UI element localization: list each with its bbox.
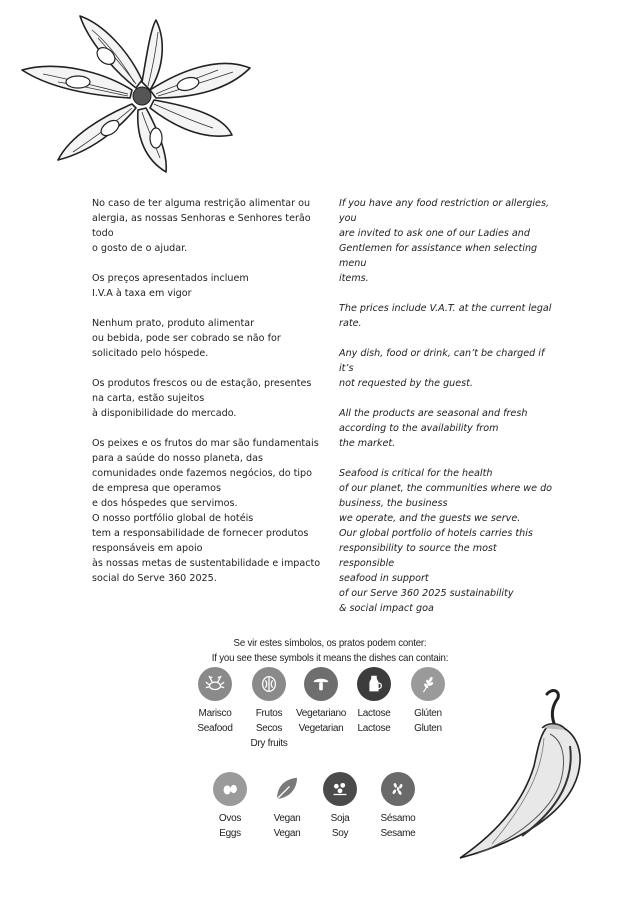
- leaves-icon: [270, 772, 304, 806]
- symbols-heading-en: If you see these symbols it means the dishes can contain:: [211, 652, 449, 664]
- wheat-icon: [411, 667, 445, 701]
- allergen-gluten: Glúten Gluten: [393, 667, 463, 736]
- portuguese-notes: [92, 196, 324, 601]
- allergen-sesame: Sésamo Sesame: [363, 772, 433, 841]
- en-note-2: The prices include V.A.T. at the current legal rate.: [339, 303, 552, 329]
- symbols-heading-pt: Se vir estes símbolos, os pratos podem conter:: [233, 637, 427, 649]
- mushroom-icon: [304, 667, 338, 701]
- en-note-1: If you have any food restriction or allergies, you are invited to ask one of our Ladies and Gentlemen for assistance when selecting menu items.: [339, 198, 550, 284]
- allergen-lactose: Lactose Lactose: [339, 667, 409, 736]
- allergen-soy: Soja Soy: [305, 772, 375, 841]
- symbols-heading: [155, 636, 505, 666]
- en-note-4: All the products are seasonal and fresh according to the availability from the market.: [339, 408, 528, 449]
- allergen-vegan: Vegan Vegan: [252, 772, 322, 841]
- sesame-icon: [381, 772, 415, 806]
- star-anise-illustration: [18, 10, 253, 175]
- pt-note-2: Os preços apresentados incluem I.V.A à taxa em vigor: [92, 273, 249, 299]
- pt-note-3: Nenhum prato, produto alimentar ou bebida, pode ser cobrado se não for solicitado pelo hóspede.: [92, 318, 281, 359]
- pt-note-1: No caso de ter alguma restrição alimentar ou alergia, as nossas Senhoras e Senhores terão todo o gosto de o ajudar.: [92, 198, 311, 254]
- milk-jug-icon: [357, 667, 391, 701]
- english-notes: [339, 196, 554, 631]
- eggs-icon: [213, 772, 247, 806]
- pt-note-4: Os produtos frescos ou de estação, presentes na carta, estão sujeitos à disponibilidade do mercado.: [92, 378, 312, 419]
- allergen-dry-fruits: Frutos Secos Dry fruits: [234, 667, 304, 751]
- chili-pepper-illustration: [452, 686, 592, 864]
- allergen-eggs: Ovos Eggs: [195, 772, 265, 841]
- allergen-vegetarian: Vegetariano Vegetarian: [286, 667, 356, 736]
- en-note-3: Any dish, food or drink, can’t be charged if it’s not requested by the guest.: [339, 348, 545, 389]
- en-note-5: Seafood is critical for the health of our planet, the communities where we do business, the business we operate, and the guests we serve. Our global portfolio of hotels carries this responsibility to source the most responsible seafood in support of our Serve 360 2025 sustainability & social impact goa: [339, 468, 553, 614]
- crab-icon: [198, 667, 232, 701]
- allergen-seafood: Marisco Seafood: [180, 667, 250, 736]
- walnut-icon: [252, 667, 286, 701]
- pt-note-5: Os peixes e os frutos do mar são fundamentais para a saúde do nosso planeta, das comunidades onde fazemos negócios, do tipo de empresa que operamos e dos hóspedes que servimos. O nosso portfólio global de hotéis tem a responsabilidade de fornecer produtos responsáveis em apoio às nossas metas de sustentabilidade e impacto social do Serve 360 2025.: [92, 438, 321, 584]
- soy-icon: [323, 772, 357, 806]
